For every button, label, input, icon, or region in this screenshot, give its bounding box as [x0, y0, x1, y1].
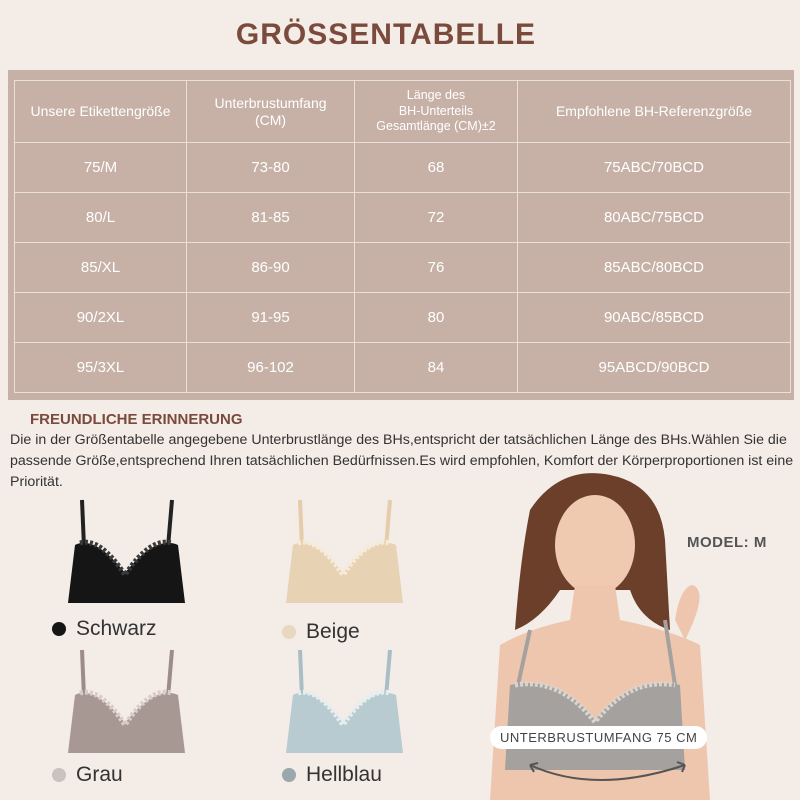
- cell-underbust: 91-95: [187, 293, 355, 343]
- table-row: [15, 343, 791, 393]
- table-row: [15, 193, 791, 243]
- color-option-hellblau[interactable]: [282, 763, 382, 787]
- cell-label-size: 85/XL: [15, 243, 187, 293]
- header-length: Länge des BH-Unterteils Gesamtlänge (CM)±2: [355, 81, 518, 143]
- cell-length: 68: [355, 143, 518, 193]
- cell-label-size: 90/2XL: [15, 293, 187, 343]
- cell-underbust: 73-80: [187, 143, 355, 193]
- underbust-measure-badge: UNTERBRUSTUMFANG 75 CM: [490, 726, 707, 749]
- size-table-panel: [8, 70, 794, 400]
- table-header-row: [15, 81, 791, 143]
- color-label: Grau: [76, 763, 123, 786]
- cell-length: 72: [355, 193, 518, 243]
- table-row: [15, 143, 791, 193]
- color-option-grau[interactable]: [52, 763, 123, 787]
- product-image-lightblue[interactable]: [268, 645, 418, 765]
- color-option-schwarz[interactable]: [52, 617, 157, 641]
- cell-reference-size: 85ABC/80BCD: [518, 243, 791, 293]
- color-label: Beige: [306, 620, 360, 643]
- size-table: [14, 80, 791, 393]
- header-label-size: Unsere Etikettengröße: [15, 81, 187, 143]
- color-label: Schwarz: [76, 617, 157, 640]
- beige-swatch-icon: [282, 625, 296, 639]
- color-label: Hellblau: [306, 763, 382, 786]
- cell-label-size: 75/M: [15, 143, 187, 193]
- cell-length: 76: [355, 243, 518, 293]
- lightblue-swatch-icon: [282, 768, 296, 782]
- product-image-grey[interactable]: [50, 645, 200, 765]
- cell-length: 80: [355, 293, 518, 343]
- cell-length: 84: [355, 343, 518, 393]
- cell-reference-size: 90ABC/85BCD: [518, 293, 791, 343]
- cell-reference-size: 80ABC/75BCD: [518, 193, 791, 243]
- header-reference-size: Empfohlene BH-Referenzgröße: [518, 81, 791, 143]
- table-row: [15, 243, 791, 293]
- cell-label-size: 80/L: [15, 193, 187, 243]
- model-photo: [470, 470, 800, 800]
- cell-underbust: 86-90: [187, 243, 355, 293]
- cell-underbust: 96-102: [187, 343, 355, 393]
- model-size-label: MODEL: M: [687, 534, 767, 551]
- reminder-title: FREUNDLICHE ERINNERUNG: [30, 411, 243, 428]
- cell-underbust: 81-85: [187, 193, 355, 243]
- table-row: [15, 293, 791, 343]
- grey-swatch-icon: [52, 768, 66, 782]
- cell-reference-size: 75ABC/70BCD: [518, 143, 791, 193]
- header-underbust: Unterbrustumfang (CM): [187, 81, 355, 143]
- product-image-black[interactable]: [50, 495, 200, 615]
- cell-reference-size: 95ABCD/90BCD: [518, 343, 791, 393]
- color-option-beige[interactable]: [282, 620, 360, 644]
- black-swatch-icon: [52, 622, 66, 636]
- cell-label-size: 95/3XL: [15, 343, 187, 393]
- product-image-beige[interactable]: [268, 495, 418, 615]
- page-title: GRÖSSENTABELLE: [235, 18, 537, 51]
- reminder-text: Die in der Größentabelle angegebene Unterbrustlänge des BHs,entspricht der tatsächlichen Länge des BHs.Wählen Sie die passende Größe,entsprechend Ihren tatsächlichen Bedürfnissen.Es wird empfohlen, Komfort der Körperproportionen ist eine Priorität.: [10, 432, 794, 490]
